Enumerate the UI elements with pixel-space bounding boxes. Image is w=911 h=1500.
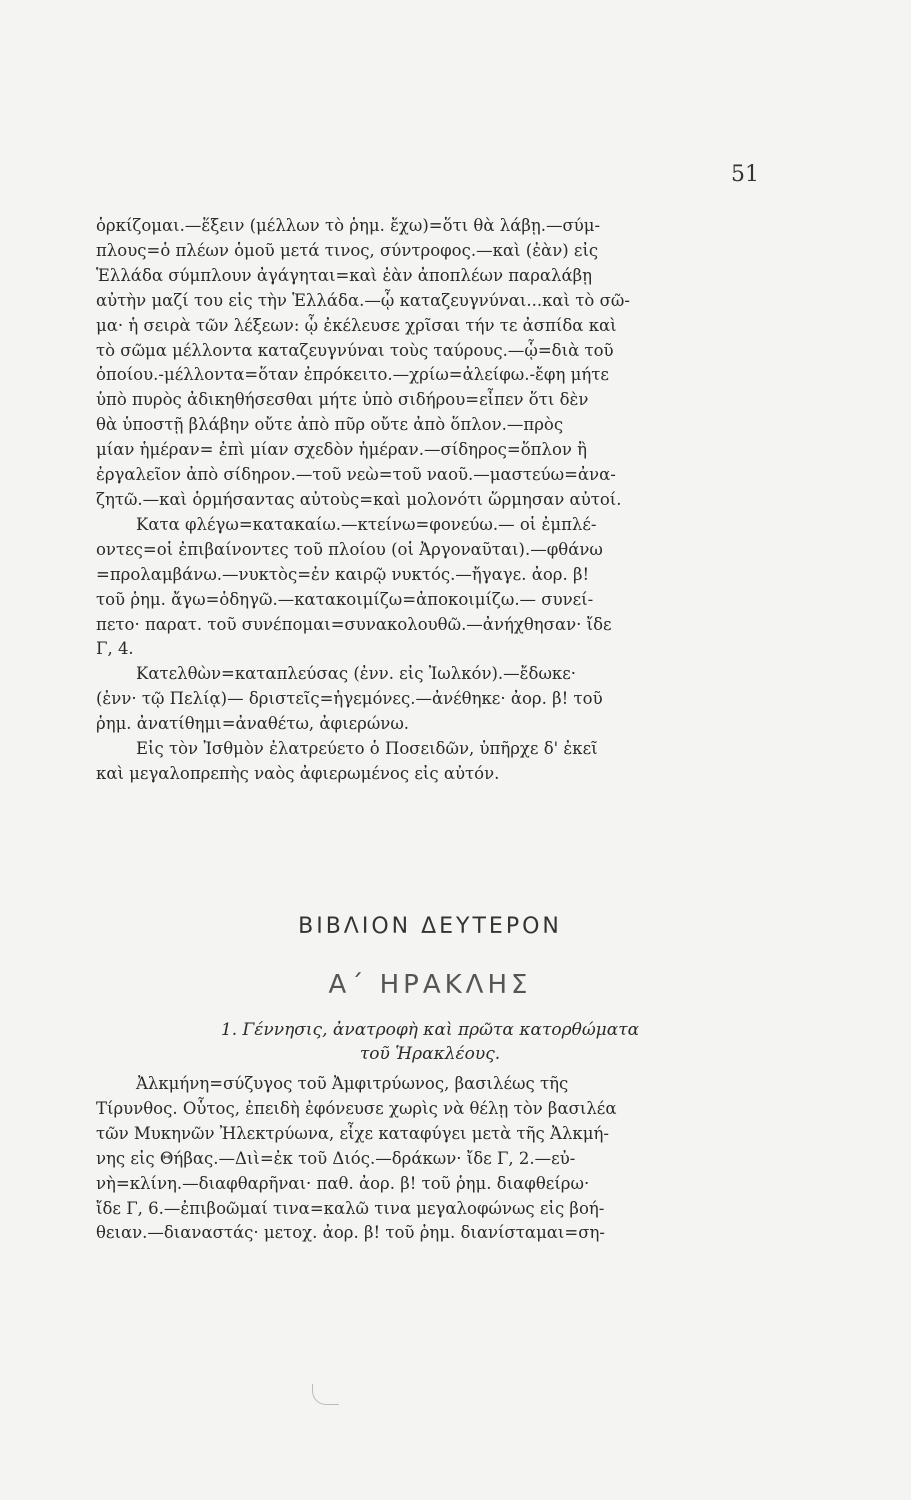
text-line: μα· ἡ σειρὰ τῶν λέξεων: ᾧ ἐκέλευσε χρῖσαι τήν τε ἀσπίδα καὶ xyxy=(96,315,617,335)
book-title: ΒΙΒΛΙΟΝ ΔΕΥΤΕΡΟΝ xyxy=(298,914,562,939)
text-line: ὁποίου.-μέλλοντα=ὅταν ἐπρόκειτο.—χρίω=ἀλείφω.-ἔφη μήτε xyxy=(96,365,609,385)
text-line: πλους=ὁ πλέων ὁμοῦ μετά τινος, σύντροφος.—καὶ (ἐὰν) εἰς xyxy=(96,240,599,260)
text-line: ῥημ. ἀνατίθημι=ἀναθέτω, ἀφιερώνω. xyxy=(96,714,410,734)
text-line: Τίρυνθος. Οὗτος, ἐπειδὴ ἐφόνευσε χωρὶς νὰ θέλῃ τὸν βασιλέα xyxy=(96,1098,617,1118)
text-line: θὰ ὑποστῇ βλάβην οὔτε ἀπὸ πῦρ οὔτε ἀπὸ ὅπλον.—πρὸς xyxy=(96,415,564,435)
text-line: ἴδε Γ, 6.—ἐπιβοῶμαί τινα=καλῶ τινα μεγαλοφώνως εἰς βοή- xyxy=(96,1198,605,1218)
text-line: Γ, 4. xyxy=(96,639,134,659)
text-line: ζητῶ.—καὶ ὁρμήσαντας αὐτοὺς=καὶ μολονότι ὥρμησαν αὐτοί. xyxy=(96,489,622,509)
text-line: τοῦ ῥημ. ἄγω=ὁδηγῶ.—κατακοιμίζω=ἀποκοιμίζω.— συνεί- xyxy=(96,589,594,609)
section-heading-line: 1. Γέννησις, ἀνατροφὴ καὶ πρῶτα κατορθώματα xyxy=(220,1020,640,1040)
text-line: νὴ=κλίνη.—διαφθαρῆναι· παθ. ἀορ. β! τοῦ ῥημ. διαφθείρω· xyxy=(96,1173,590,1193)
text-line: πετο· παρατ. τοῦ συνέπομαι=συνακολουθῶ.—ἀνήχθησαν· ἴδε xyxy=(96,614,612,634)
text-line: ὁρκίζομαι.—ἕξειν (μέλλων τὸ ῥημ. ἔχω)=ὅτι θὰ λάβῃ.—σύμ- xyxy=(96,216,601,235)
text-line: Κατα φλέγω=κατακαίω.—κτείνω=φονεύω.— οἱ ἐμπλέ- xyxy=(136,514,597,534)
text-line: (ἐνν· τῷ Πελίᾳ)— δριστεῖς=ἡγεμόνες.—ἀνέθηκε· ἀορ. β! τοῦ xyxy=(96,689,603,709)
text-line: αὐτὴν μαζί του εἰς τὴν Ἑλλάδα.—ᾧ καταζευγνύναι...καὶ τὸ σῶ- xyxy=(96,290,630,310)
text-line: θειαν.—διαναστάς· μετοχ. ἀορ. β! τοῦ ῥημ. διανίσταμαι=ση- xyxy=(96,1223,605,1243)
text-line: μίαν ἡμέραν= ἐπὶ μίαν σχεδὸν ἡμέραν.—σίδηρος=ὅπλον ἢ xyxy=(96,440,588,460)
text-line: Εἰς τὸν Ἰσθμὸν ἐλατρεύετο ὁ Ποσειδῶν, ὑπῆρχε δ' ἐκεῖ xyxy=(136,739,598,759)
text-line: Ἑλλάδα σύμπλουν ἀγάγηται=καὶ ἐὰν ἀποπλέων παραλάβῃ xyxy=(96,265,593,285)
pencil-mark xyxy=(312,1384,339,1405)
text-line: οντες=οἱ ἐπιβαίνοντες τοῦ πλοίου (οἱ Ἀργοναῦται).—φθάνω xyxy=(96,539,603,559)
text-line: ὑπὸ πυρὸς ἀδικηθήσεσθαι μήτε ὑπὸ σιδήρου=εἶπεν ὅτι δὲν xyxy=(96,390,589,410)
text-line: νης εἰς Θήβας.—Διὶ=ἐκ τοῦ Διός.—δράκων· ἴδε Γ, 2.—εὐ- xyxy=(96,1148,576,1168)
text-line: καὶ μεγαλοπρεπὴς ναὸς ἀφιερωμένος εἰς αὐτόν. xyxy=(96,763,500,783)
text-line: Κατελθὼν=καταπλεύσας (ἐνν. εἰς Ἰωλκόν).—ἔδωκε· xyxy=(136,664,577,684)
chapter-title: Α΄ ΗΡΑΚΛΗΣ xyxy=(328,970,532,1000)
text-line: ἐργαλεῖον ἀπὸ σίδηρον.—τοῦ νεὼ=τοῦ ναοῦ.—μαστεύω=ἀνα- xyxy=(96,465,616,485)
section-text xyxy=(96,1072,764,1246)
glossary-text xyxy=(96,214,764,787)
page-number: 51 xyxy=(731,162,759,187)
section-heading-line: τοῦ Ἡρακλέους. xyxy=(359,1044,501,1064)
text-line: τῶν Μυκηνῶν Ἠλεκτρύωνα, εἶχε καταφύγει μετὰ τῆς Ἀλκμή- xyxy=(96,1123,609,1143)
section-heading xyxy=(96,1018,764,1066)
text-line: τὸ σῶμα μέλλοντα καταζευγνύναι τοὺς ταύρους.—ᾧ=διὰ τοῦ xyxy=(96,340,614,360)
text-line: =προλαμβάνω.—νυκτὸς=ἐν καιρῷ νυκτός.—ἤγαγε. ἀορ. β! xyxy=(96,564,590,584)
text-line: Ἀλκμήνη=σύζυγος τοῦ Ἀμφιτρύωνος, βασιλέως τῆς xyxy=(136,1074,569,1093)
